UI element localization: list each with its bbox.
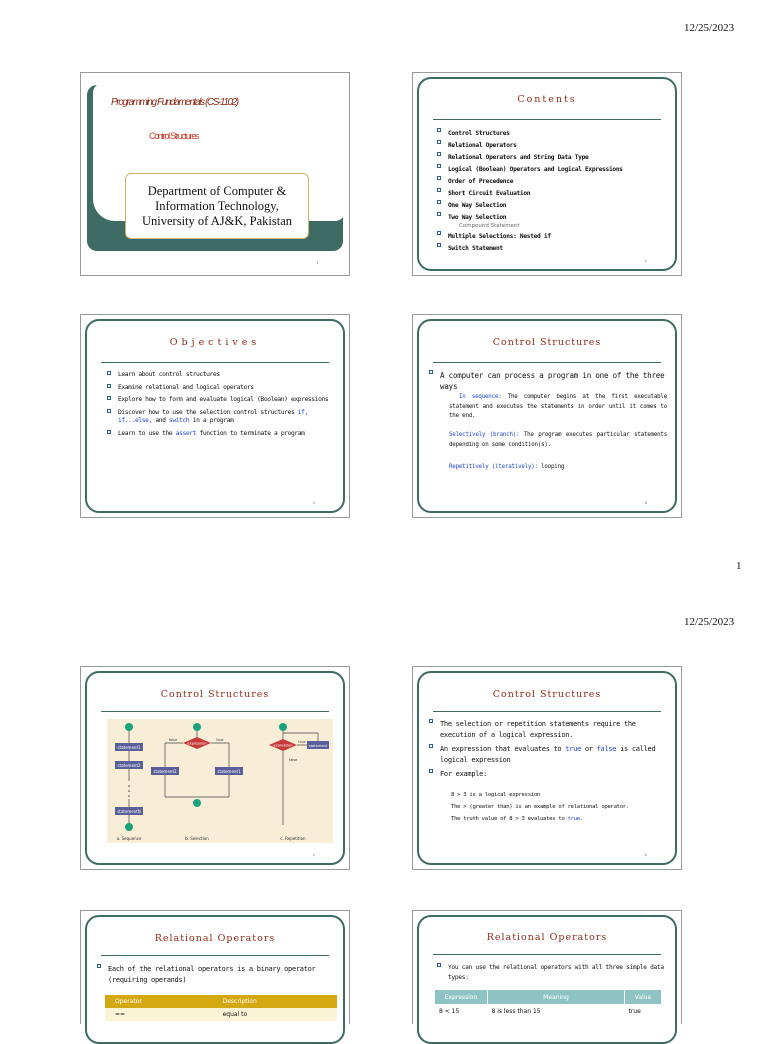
statement1-label: statement1 [117,745,141,750]
slide-number: 2 [644,258,647,263]
repetition-true-label: true [298,740,306,744]
table-cell: equal to [222,1011,248,1018]
title-divider [433,711,661,712]
slide-title: Objectives [169,337,261,348]
content-list [97,964,337,985]
list-item: Control Structures [437,128,623,140]
list-item: A computer can process a program in one of the three ways [429,370,669,392]
slide-number: 5 [312,852,315,857]
list-item: For example: [429,769,669,780]
expression-table [435,990,661,1018]
repetition-statement-label: statement [308,744,328,748]
title-divider [101,711,329,712]
selection-statement1-label: statement1 [217,769,241,774]
end-node [125,823,133,831]
slide-number: 6 [644,852,647,857]
caption-sequence: a. Sequence [116,836,142,841]
slide-number: 3 [312,500,315,505]
slide-4-control-structures [412,314,682,518]
contents-list-continued [437,231,551,255]
table-cell: 8 is less than 15 [491,1007,541,1015]
department-box [125,173,309,239]
expression-label: expression [187,741,207,746]
slide-title: Control Structures [492,337,602,348]
true-label: true [216,738,224,742]
slide-number: 4 [644,500,647,505]
table-cell: true [628,1007,641,1015]
slide-3-objectives [80,314,350,518]
list-item: Logical (Boolean) Operators and Logical Expressions [437,164,623,176]
page1-number: 1 [736,560,742,572]
content-list [429,719,669,780]
false-label: false [168,738,178,742]
list-item: Two Way Selection [437,212,623,224]
repetition-false-label: false [289,758,298,762]
sequence-desc: In sequence: The computer begins at the first executable statement and executes the statements in order until it comes to the end. [449,394,667,419]
list-item: Explore how to form and evaluate logical (Boolean) expressions [107,396,331,405]
statement2-label: statement2 [117,763,141,768]
title-divider [433,954,661,955]
slide-title: Control Structures [492,689,602,700]
slide-6-logical-expressions [412,666,682,870]
table-header: Meaning [488,990,625,1004]
slide-title: Control Structures [160,689,270,700]
page1-date: 12/25/2023 [684,22,735,34]
table-header-row [435,990,661,1004]
slide-7-relational-operators [80,910,350,1024]
topic-title: Control Structures [149,131,199,141]
list-item: Each of the relational operators is a binary operator (requiring operands) [97,964,337,985]
list-item: An expression that evaluates to true or false is called logical expression [429,744,669,765]
start-node [125,723,133,731]
title-divider [433,362,661,363]
table-header: Expression [444,993,478,1001]
list-item: Examine relational and logical operators [107,384,331,393]
caption-repetition: c. Repetition [280,836,306,841]
content-list [437,963,667,982]
table-row [105,1008,337,1021]
contents-list [437,128,623,224]
table-cell: 8 < 15 [439,1007,460,1015]
list-item: Switch Statement [437,243,551,255]
list-item: Order of Precedence [437,176,623,188]
example-3: The truth value of 8 > 3 evaluates to true. [451,816,583,822]
slide-title: Contents [517,94,577,105]
title-divider [101,955,329,956]
slide-8-relational-operators [412,910,682,1024]
slide-2-contents [412,72,682,276]
list-item: Multiple Selections: Nested if [437,231,551,243]
title-divider [101,362,329,363]
slide-title: Relational Operators [154,933,276,944]
examples [451,789,671,825]
sub-item: Compound Statement [459,223,520,229]
caption-selection: b. Selection [185,836,209,841]
list-item: The selection or repetition statements require the execution of a logical expression. [429,719,669,740]
selection-statement2-label: statement2 [153,769,177,774]
table-header: Description [222,998,257,1005]
dept-line-3: University of AJ&K, Pakistan [142,214,292,228]
table-header-row [105,995,337,1008]
dept-line-2: Information Technology, [155,199,279,213]
slide-1-title [80,72,350,276]
list-item: Short Circuit Evaluation [437,188,623,200]
list-item: Relational Operators and String Data Type [437,152,623,164]
list-item: Relational Operators [437,140,623,152]
slide-number: 1 [316,260,319,265]
table-cell: == [115,1011,126,1018]
dept-line-1: Department of Computer & [147,184,287,198]
slide-title: Relational Operators [486,932,608,943]
operators-table [105,995,337,1021]
example-1: 8 > 3 is a logical expression [451,792,540,798]
repetition-expression-label: expression [273,743,293,748]
selection-desc: Selectively (branch): The program executes particular statements depending on some condition(s). [449,432,667,448]
slide-5-control-structures-diagram [80,666,350,870]
table-header: Operator [115,998,142,1005]
list-item: Discover how to use the selection control structures if, if...else, and switch in a program [107,409,331,426]
flow-diagram [107,719,333,843]
repetition-desc: Repetitively (iteratively): looping [449,464,565,470]
list-item: Learn about control structures [107,371,331,380]
table-row [435,1004,661,1018]
page2-date: 12/25/2023 [684,616,735,628]
table-header: Value [625,990,662,1004]
objectives-list [107,371,331,439]
course-title: Programming Fundamentals (CS-1102) [111,97,238,108]
statementN-label: statementN [117,809,141,814]
list-item: You can use the relational operators with all three simple data types: [437,963,667,982]
title-divider [433,119,661,120]
example-2: The > (greater than) is an example of relational operator. [451,804,629,810]
intro-list [429,370,669,392]
list-item: One Way Selection [437,200,623,212]
list-item: Learn to use the assert function to terminate a program [107,430,331,439]
